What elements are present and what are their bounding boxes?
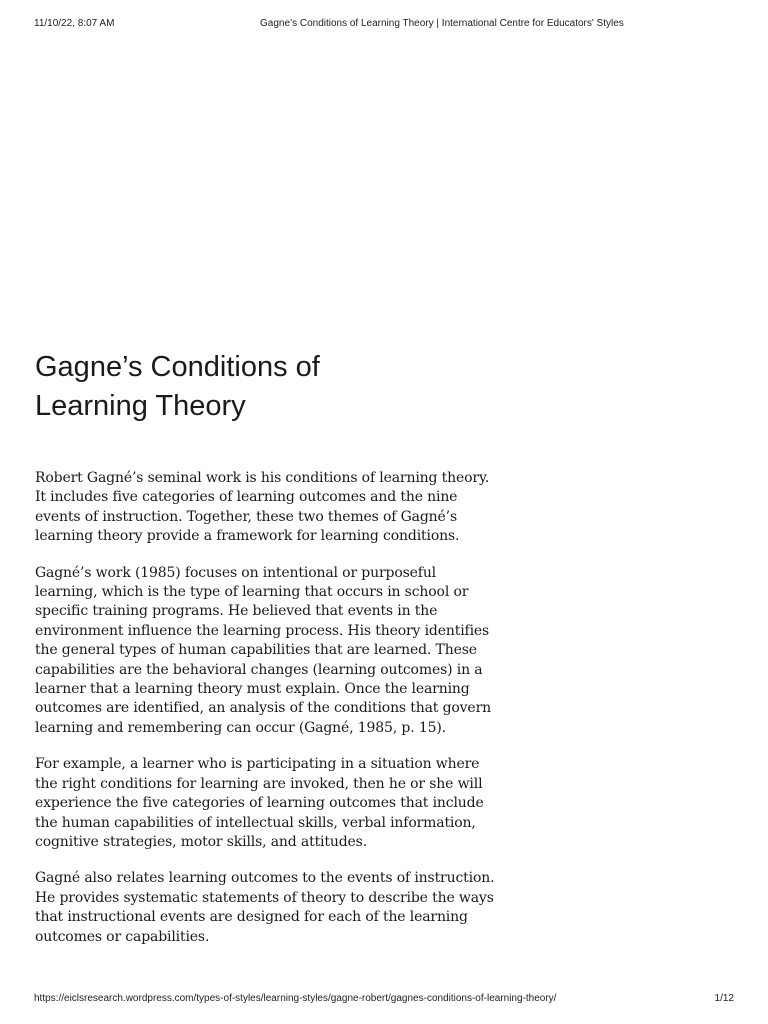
article-title-line-1: Gagne’s Conditions of xyxy=(35,351,320,383)
print-document-title: Gagne’s Conditions of Learning Theory | International Centre for Educators' Styles xyxy=(260,18,624,29)
print-url: https://eiclsresearch.wordpress.com/types-of-styles/learning-styles/gagne-robert/gagnes-conditions-of-learning-theory/ xyxy=(34,993,557,1004)
article-paragraph-2: Gagné’s work (1985) focuses on intentional or purposeful learning, which is the type of learning that occurs in school or specific training programs. He believed that events in the environment influence the learning process. His theory identifies the general types of human capabilities that are learned. These capabilities are the behavioral changes (learning outcomes) in a learner that a learning theory must explain. Once the learning outcomes are identified, an analysis of the conditions that govern learning and remembering can occur (Gagné, 1985, p. 15). xyxy=(35,564,491,736)
print-footer xyxy=(34,993,734,1007)
article-title xyxy=(35,348,495,426)
article-paragraph-4: Gagné also relates learning outcomes to the events of instruction. He provides systematic statements of theory to describe the ways that instructional events are designed for each of the learning outcomes or capabilities. xyxy=(35,870,495,945)
article-paragraph-3: For example, a learner who is participating in a situation where the right conditions for learning are invoked, then he or she will experience the five categories of learning outcomes that include the human capabilities of intellectual skills, verbal information, cognitive strategies, motor skills, and attitudes. xyxy=(35,756,484,850)
article-paragraph-1: Robert Gagné’s seminal work is his conditions of learning theory. It includes five categories of learning outcomes and the nine events of instruction. Together, these two themes of Gagné’s learning theory provide a framework for learning conditions. xyxy=(35,470,490,545)
print-datetime: 11/10/22, 8:07 AM xyxy=(34,18,115,29)
article xyxy=(35,348,495,964)
article-title-line-2: Learning Theory xyxy=(35,390,246,422)
page-number: 1/12 xyxy=(714,993,734,1004)
print-header xyxy=(34,18,734,32)
